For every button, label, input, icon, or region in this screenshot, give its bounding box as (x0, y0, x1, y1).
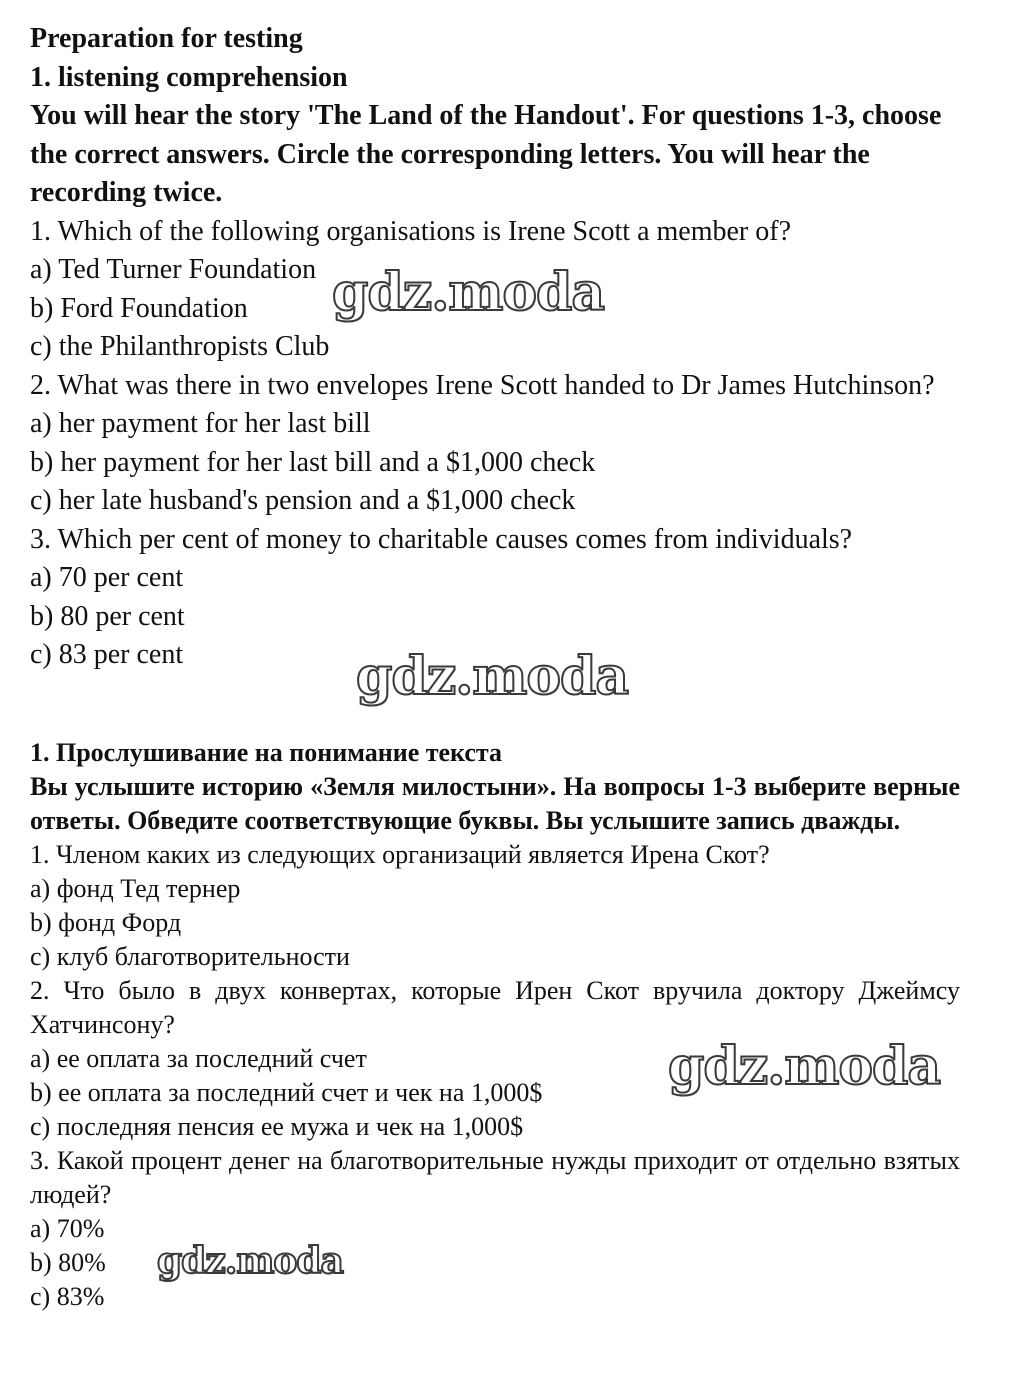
question-1: 1. Which of the following organisations is Irene Scott a member of? (30, 215, 792, 247)
ru-question-1-option-b: b) фонд Форд (30, 908, 182, 937)
question-3-option-b: b) 80 per cent (30, 600, 185, 632)
question-2: 2. What was there in two envelopes Irene Scott handed to Dr James Hutchinson? (30, 369, 935, 401)
ru-question-1-option-a: a) фонд Тед тернер (30, 874, 241, 903)
watermark-logo: gdz.moda (356, 646, 629, 707)
watermark-logo: gdz.moda (668, 1036, 941, 1097)
question-2-option-a: a) her payment for her last bill (30, 408, 371, 439)
ru-section-heading: 1. Прослушивание на понимание текста (30, 738, 503, 767)
question-2-option-b: b) her payment for her last bill and a $1,000 check (30, 446, 596, 478)
russian-section (30, 736, 960, 1314)
ru-question-2-option-a: a) ее оплата за последний счет (30, 1044, 367, 1073)
ru-question-2-option-b: b) ее оплата за последний счет и чек на 1,000$ (30, 1078, 543, 1107)
watermark-logo: gdz.moda (157, 1240, 343, 1282)
ru-instructions: Вы услышите историю «Земля милостыни». На вопросы 1-3 выберите верные ответы. Обведите соответствующие буквы. Вы услышите запись дважды. (30, 772, 960, 835)
question-1-option-c: c) the Philanthropists Club (30, 331, 330, 362)
ru-question-3-option-b: b) 80% (30, 1248, 106, 1277)
ru-question-3-option-a: a) 70% (30, 1214, 105, 1243)
question-2-option-c: c) her late husband's pension and a $1,000 check (30, 485, 576, 516)
ru-question-3-option-c: c) 83% (30, 1282, 105, 1311)
instructions: You will hear the story 'The Land of the Handout'. For questions 1-3, choose the correct answers. Circle the corresponding letters. You will hear the recording twice. (30, 100, 942, 208)
ru-question-1-option-c: c) клуб благотворительности (30, 942, 350, 971)
question-3: 3. Which per cent of money to charitable causes comes from individuals? (30, 523, 853, 555)
page-title: Preparation for testing (30, 23, 303, 54)
ru-question-2: 2. Что было в двух конвертах, которые Ирен Скот вручила доктору Джеймсу Хатчинсону? (30, 976, 960, 1039)
ru-question-1: 1. Членом каких из следующих организаций является Ирена Скот? (30, 840, 770, 869)
question-1-option-b: b) Ford Foundation (30, 292, 248, 324)
ru-question-2-option-c: c) последняя пенсия ее мужа и чек на 1,000$ (30, 1112, 524, 1141)
watermark-logo: gdz.moda (332, 262, 605, 323)
question-3-option-a: a) 70 per cent (30, 562, 184, 593)
question-3-option-c: c) 83 per cent (30, 639, 184, 670)
ru-question-3: 3. Какой процент денег на благотворительные нужды приходит от отдельно взятых людей? (30, 1146, 960, 1209)
section-heading: 1. listening comprehension (30, 61, 348, 93)
question-1-option-a: a) Ted Turner Foundation (30, 254, 317, 285)
english-section (30, 20, 960, 675)
